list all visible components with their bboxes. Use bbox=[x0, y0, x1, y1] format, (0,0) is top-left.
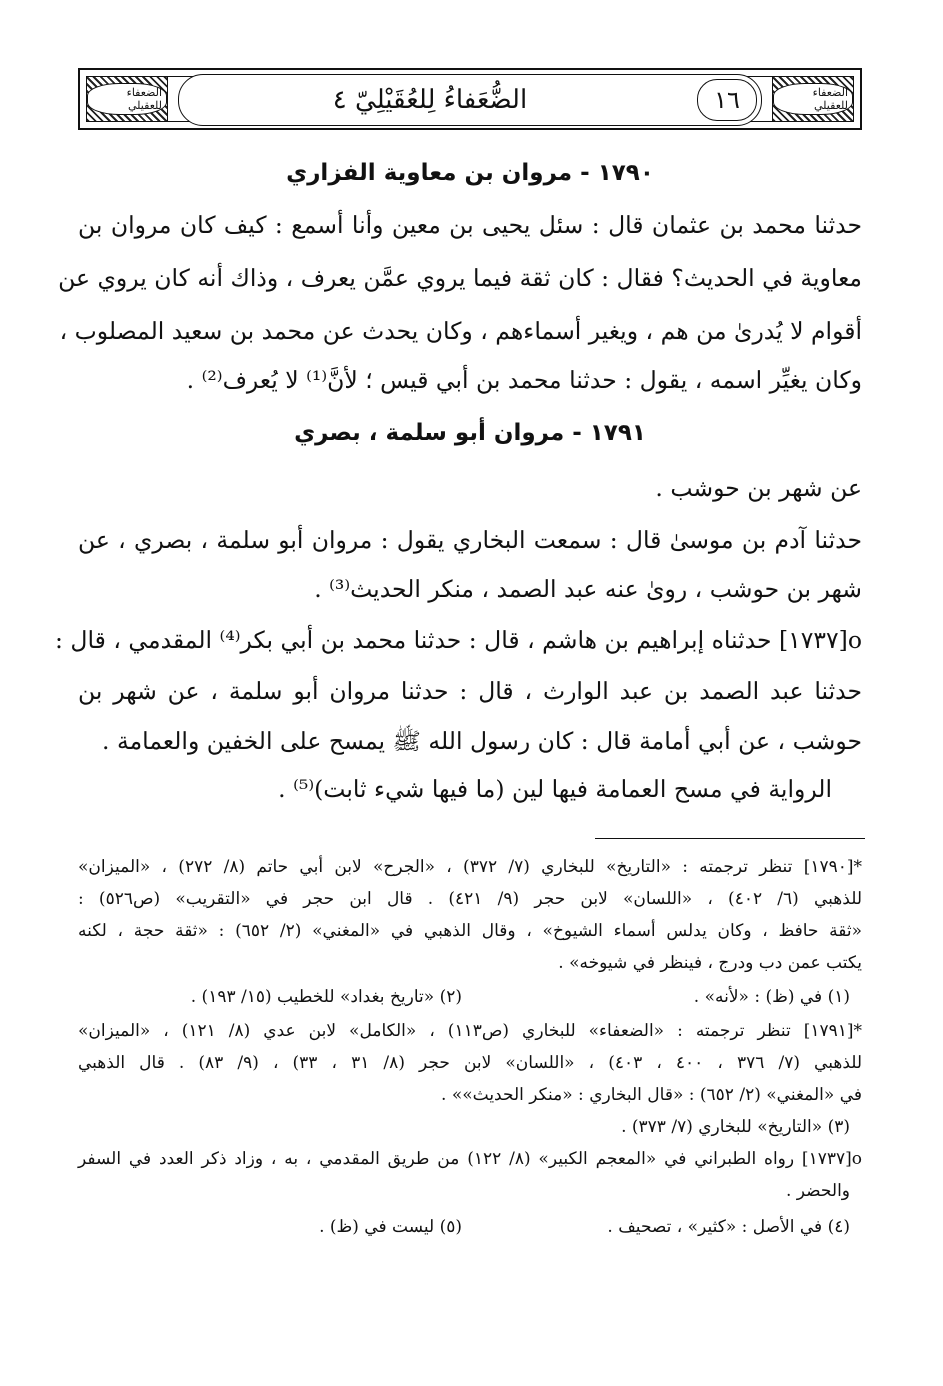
footnote-1790-line: «ثقة حافظ ، وكان يدلس أسماء الشيوخ» ، وقال الذهبي في «المغني» (٢/ ٦٥٢) : «ثقة حجة ، لكنه bbox=[78, 921, 862, 941]
footnote-1791-line: للذهبي (٧/ ٣٧٦ ، ٤٠٠ ، ٤٠٣) ، «اللسان» لابن حجر (٨/ ٣١ ، ٣٣) ، (٩/ ٨٣) . قال الذهبي bbox=[78, 1053, 863, 1073]
footnote-1791-line: في «المغني» (٢/ ٦٥٢) : «قال البخاري : «منكر الحديث»» . bbox=[441, 1085, 862, 1105]
emblem-right-label: الضعفاء للعقيلي bbox=[773, 83, 853, 115]
book-emblem-right bbox=[772, 76, 854, 122]
footnotes bbox=[78, 852, 862, 1312]
hadith-1737-line: حوشب ، عن أبي أمامة قال : كان رسول الله ﷺ يمسح على الخفين والعمامة . bbox=[102, 727, 862, 755]
footnote-3: (٣) «التاريخ» للبخاري (٧/ ٣٧٣) . bbox=[621, 1117, 850, 1137]
entry-1791-body bbox=[55, 463, 862, 823]
footnote-1737-line: o[١٧٣٧] رواه الطبراني في «المعجم الكبير» (٨/ ١٢٢) من طريق المقدمي ، به ، وزاد ذكر العدد في السفر bbox=[78, 1149, 862, 1169]
entry-1790-line: حدثنا محمد بن عثمان قال : سئل يحيى بن معين وأنا أسمع : كيف كان مروان بن bbox=[78, 211, 862, 239]
footnotes-4-5 bbox=[78, 1212, 862, 1242]
footnote-4: (٤) في الأصل : «كثير» ، تصحيف . bbox=[607, 1217, 850, 1237]
page-number: ١٦ bbox=[697, 79, 757, 121]
emblem-left-label: الضعفاء للعقيلي bbox=[87, 83, 167, 115]
hadith-1737-comment: الرواية في مسح العمامة فيها لين (ما فيها شيء ثابت)⁽⁵⁾ . bbox=[278, 775, 832, 803]
running-title: الضُّعَفاءُ لِلعُقَيْلِيّ ٤ bbox=[332, 85, 528, 115]
entry-1790-body bbox=[58, 200, 862, 400]
footnote-1737-line: والحضر . bbox=[785, 1181, 850, 1201]
footnote-1791-line: *[١٧٩١] تنظر ترجمته : «الضعفاء» للبخاري (ص١١٣) ، «الكامل» لابن عدي (٨/ ١٢١) ، «الميزان» bbox=[78, 1021, 863, 1041]
footnote-1790-line: للذهبي (٦/ ٤٠٢) ، «اللسان» لابن حجر (٩/ ٤٢١) . قال ابن حجر في «التقريب» (ص٥٢٦) : bbox=[78, 889, 862, 909]
hadith-1737-line: o[١٧٣٧] حدثناه إبراهيم بن هاشم ، قال : حدثنا محمد بن أبي بكر⁽⁴⁾ المقدمي ، قال : bbox=[55, 626, 862, 654]
title-cartouche bbox=[178, 74, 762, 126]
entry-1791-line: شهر بن حوشب ، روىٰ عنه عبد الصمد ، منكر الحديث⁽³⁾ . bbox=[314, 575, 862, 603]
entry-1791-line: عن شهر بن حوشب . bbox=[655, 474, 862, 502]
entry-1790-line: وكان يغيِّر اسمه ، يقول : حدثنا محمد بن أبي قيس ؛ لأنَّ⁽¹⁾ لا يُعرف⁽²⁾ . bbox=[186, 366, 862, 394]
footnote-1790-line: *[١٧٩٠] تنظر ترجمته : «التاريخ» للبخاري (٧/ ٣٧٢) ، «الجرح» لابن أبي حاتم (٨/ ٢٧٢) ، «الميزان» bbox=[78, 857, 862, 877]
page-header bbox=[78, 68, 862, 130]
footnote-1: (١) في (ظ) : «لأنه» . bbox=[693, 987, 850, 1007]
hadith-1737-line: حدثنا عبد الصمد بن عبد الوارث ، قال : حدثنا مروان أبو سلمة ، عن شهر بن bbox=[78, 677, 862, 705]
entry-1791-heading: ١٧٩١ - مروان أبو سلمة ، بصري bbox=[294, 420, 646, 446]
entry-1790-line: معاوية في الحديث؟ فقال : كان ثقة فيما يروي عمَّن يعرف ، وذاك أنه كان يروي عن bbox=[58, 264, 862, 292]
footnote-1790-line: يكتب عمن دب ودرج ، فينظر في شيوخه» . bbox=[558, 953, 862, 973]
footnote-5: (٥) ليست في (ظ) . bbox=[319, 1217, 462, 1237]
footnotes-1-2 bbox=[78, 982, 862, 1012]
entry-1790-line: أقوام لا يُدرىٰ من هم ، ويغير أسماءهم ، وكان يحدث عن محمد بن سعيد المصلوب ، bbox=[59, 317, 862, 345]
entry-1790-heading: ١٧٩٠ - مروان بن معاوية الفزاري bbox=[286, 160, 654, 186]
entry-1791-line: حدثنا آدم بن موسىٰ قال : سمعت البخاري يقول : مروان أبو سلمة ، بصري ، عن bbox=[78, 526, 862, 554]
book-emblem-left bbox=[86, 76, 168, 122]
footnote-2: (٢) «تاريخ بغداد» للخطيب (١٥/ ١٩٣) . bbox=[190, 987, 462, 1007]
footnote-divider bbox=[595, 838, 865, 839]
